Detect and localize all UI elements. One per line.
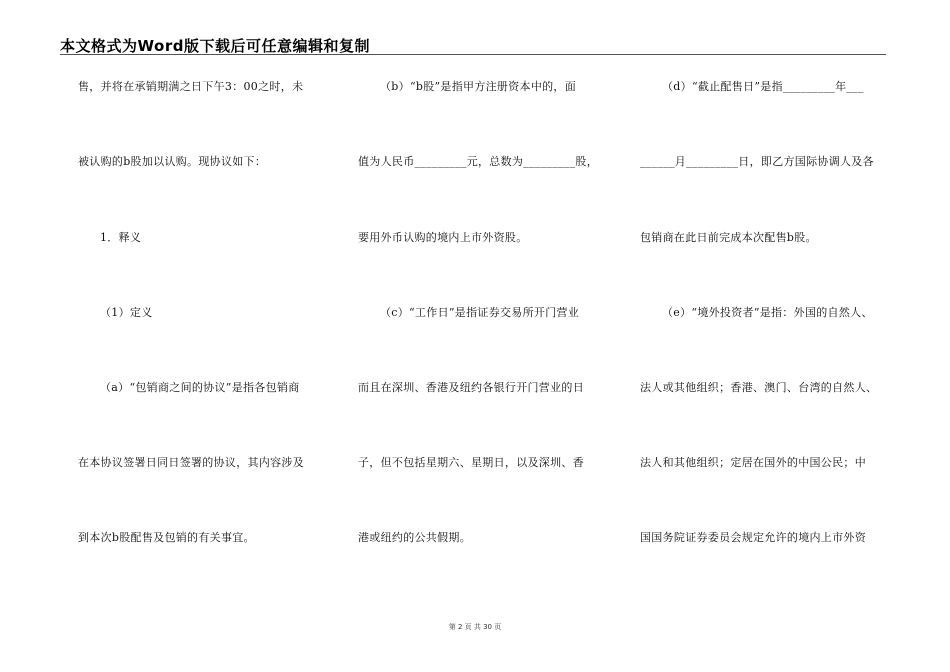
paragraph-line: 子，但不包括星期六、星期日，以及深圳、香 (358, 456, 584, 469)
paragraph-line: 国国务院证券委员会规定允许的境内上市外资 (640, 531, 866, 544)
paragraph-line: 值为人民币_________元，总数为_________股， (358, 155, 598, 168)
paragraph-line: 被认购的b股加以认购。现协议如下： (78, 155, 267, 168)
paragraph-line: 包销商在此日前完成本次配售b股。 (640, 231, 817, 244)
paragraph-line: 法人或其他组织；香港、澳门、台湾的自然人、 (640, 381, 878, 394)
paragraph-line: 售，并将在承销期满之日下午3：00之时，未 (78, 80, 304, 93)
paragraph-line: （e）“境外投资者”是指：外国的自然人、 (662, 306, 873, 319)
paragraph-line: 港或纽约的公共假期。 (358, 531, 471, 544)
paragraph-line: 到本次b股配售及包销的有关事宜。 (78, 531, 255, 544)
paragraph-line: （a）“包销商之间的协议”是指各包销商 (100, 381, 300, 394)
header-divider (60, 54, 886, 55)
paragraph-line: 而且在深圳、香港及纽约各银行开门营业的日 (358, 381, 584, 394)
paragraph-line: 要用外币认购的境内上市外资股。 (358, 231, 528, 244)
paragraph-line: ______月_________日，即乙方国际协调人及各 (640, 155, 874, 168)
paragraph-line: 法人和其他组织；定居在国外的中国公民；中 (640, 456, 866, 469)
paragraph-line: （d）“截止配售日”是指_________年___ (662, 80, 864, 93)
paragraph-line: （c）“工作日”是指证券交易所开门营业 (380, 306, 580, 319)
paragraph-line: 在本协议签署日同日签署的协议，其内容涉及 (78, 456, 304, 469)
section-heading: 1．释义 (100, 231, 142, 244)
document-header-title: 本文格式为Word版下载后可任意编辑和复制 (60, 37, 370, 55)
subsection-heading: （1）定义 (100, 306, 153, 319)
paragraph-line: （b）“b股”是指甲方注册资本中的，面 (380, 80, 577, 93)
page-number-footer: 第 2 页 共 30 页 (448, 623, 502, 631)
